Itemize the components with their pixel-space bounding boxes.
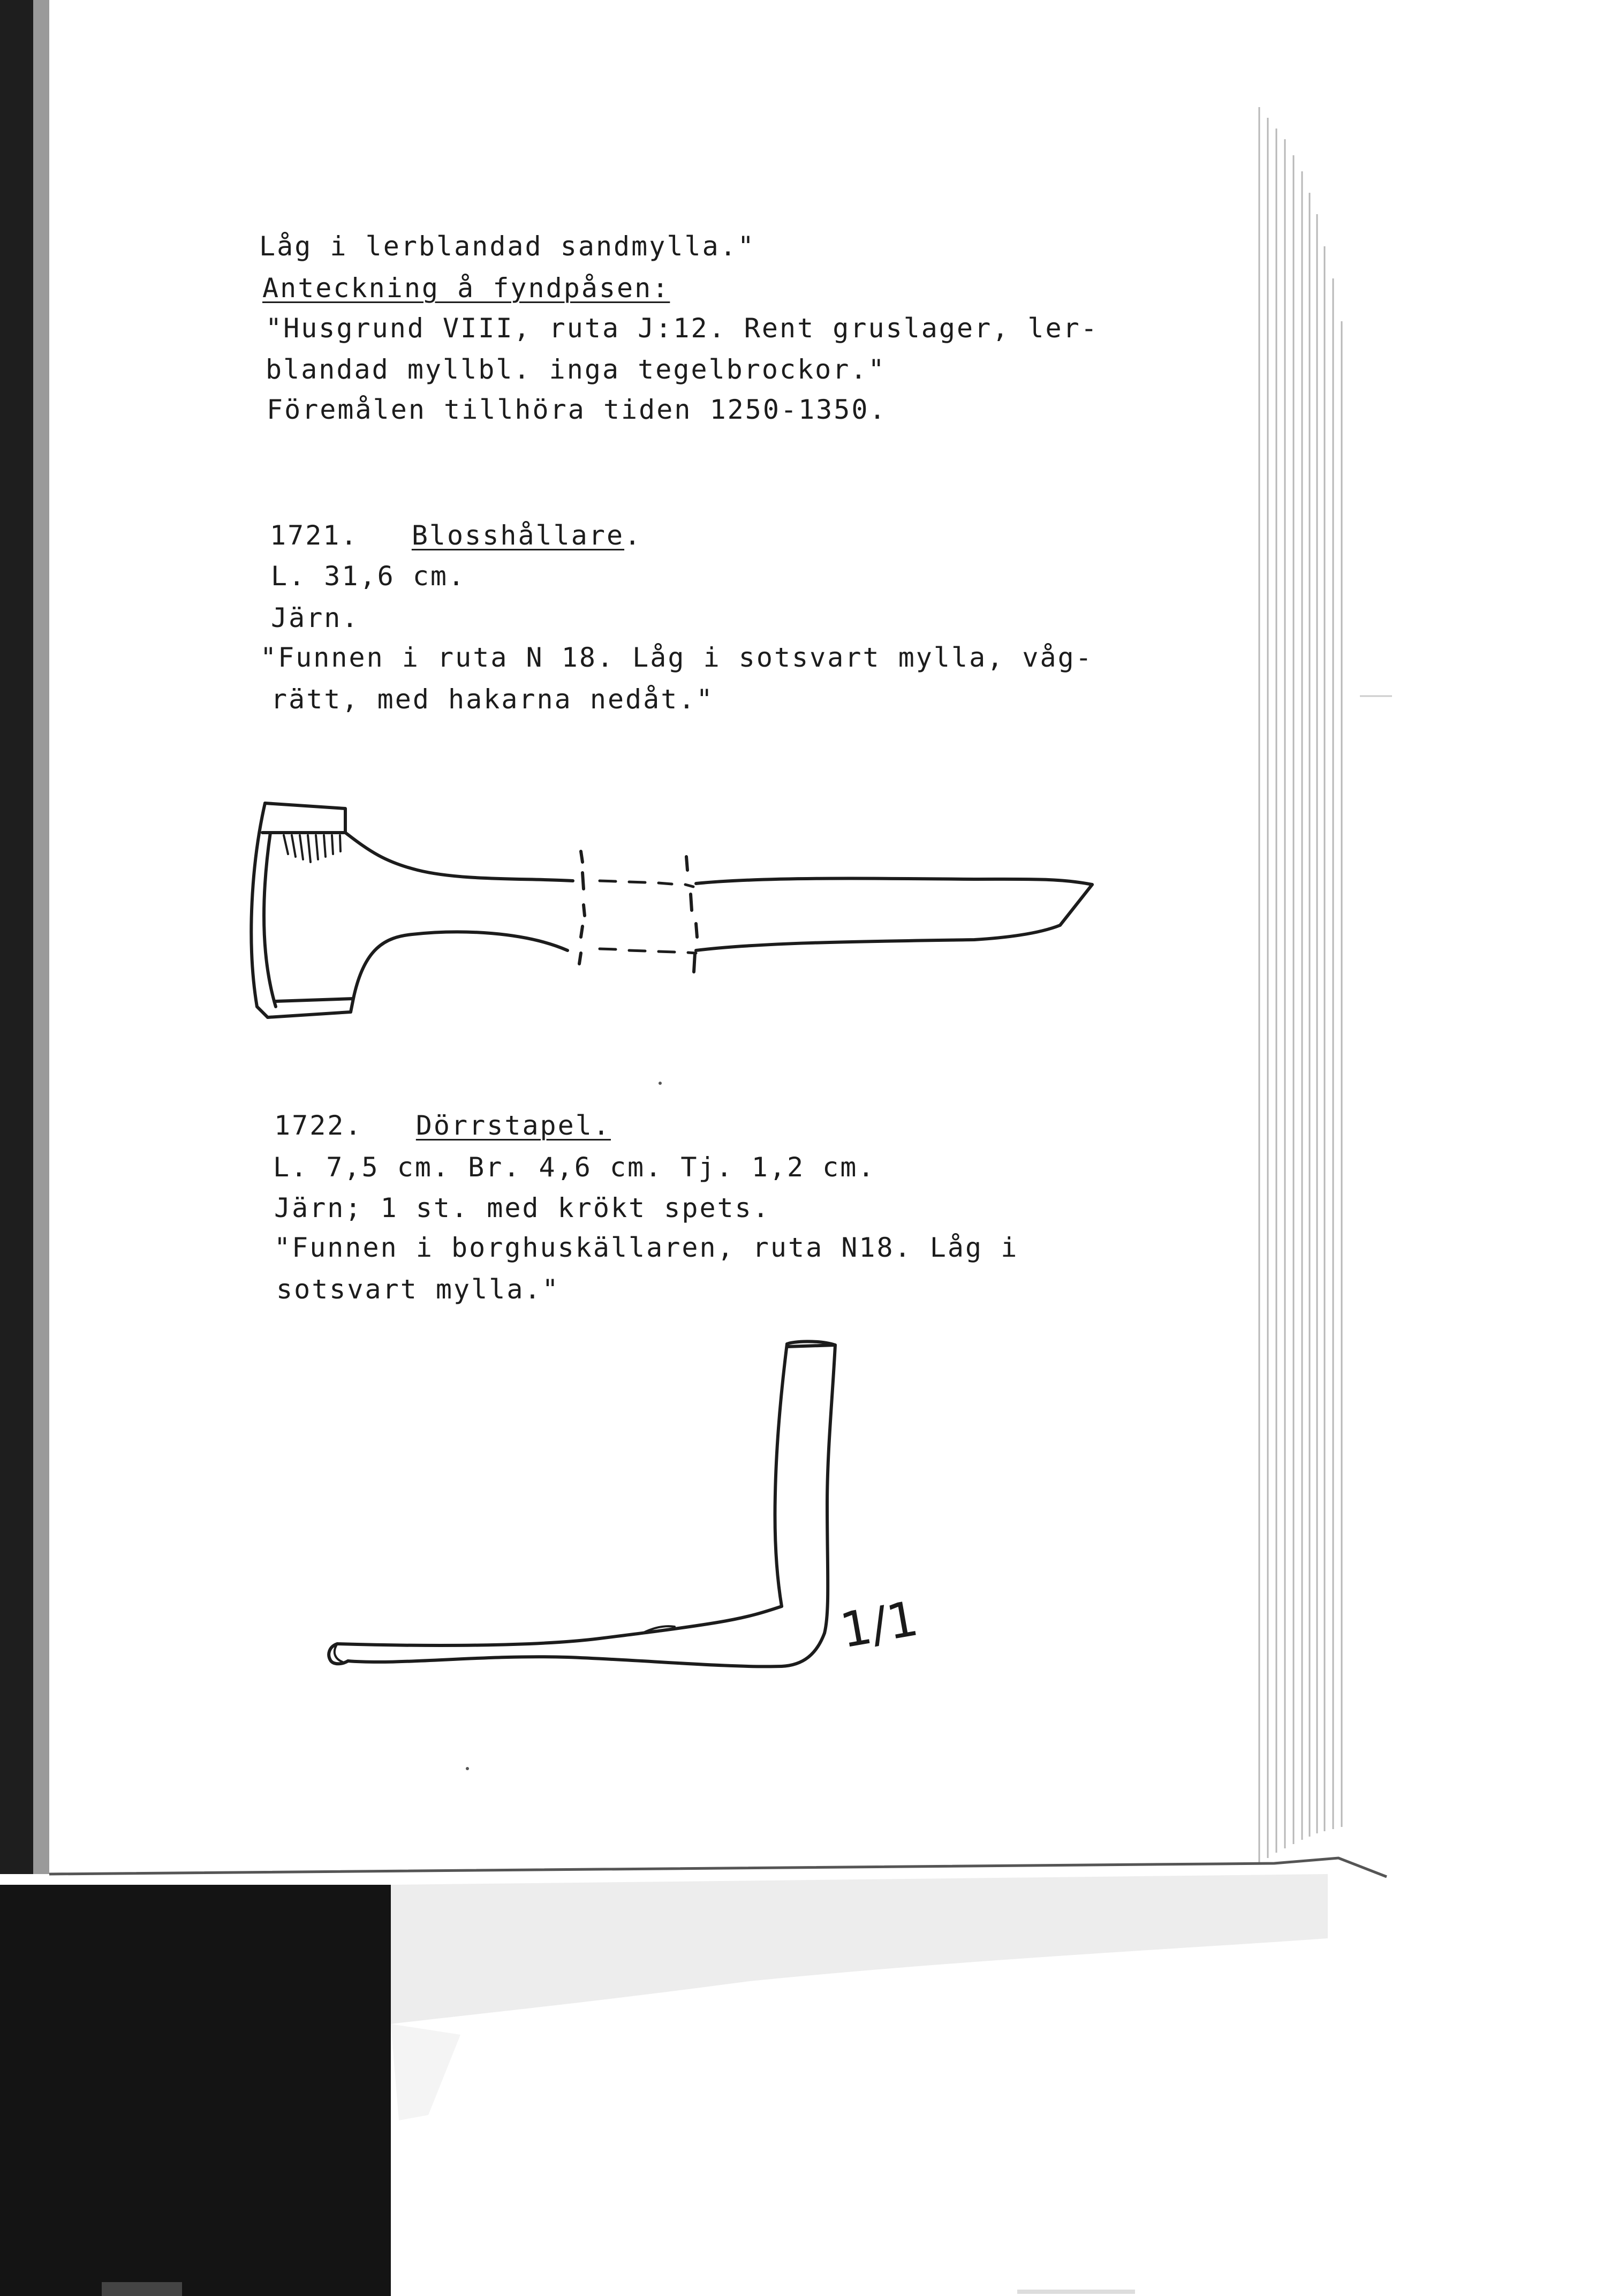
entry-1721-material: Järn. [271, 602, 360, 633]
entry-1721-title-suffix: . [624, 520, 642, 551]
entry-1722-material: Järn; 1 st. med krökt spets. [274, 1192, 770, 1223]
speck [466, 1767, 469, 1770]
intro-line-5: Föremålen tillhöra tiden 1250-1350. [267, 394, 887, 425]
entry-1721-quote-2: rätt, med hakarna nedåt." [271, 684, 714, 715]
intro-line-3: "Husgrund VIII, ruta J:12. Rent gruslager, ler- [266, 313, 1099, 344]
entry-1721-title: Blosshållare [411, 520, 625, 551]
door-staple-drawing [321, 1333, 857, 1697]
speck [659, 1082, 662, 1085]
entry-1721-quote-1: "Funnen i ruta N 18. Låg i sotsvart mylla, våg- [260, 642, 1093, 673]
entry-1722-quote-1: "Funnen i borghuskällaren, ruta N18. Låg i [274, 1232, 1019, 1263]
entry-1721-number: 1721. [270, 520, 359, 551]
note-heading: Anteckning å fyndpåsen: [262, 273, 670, 304]
entry-1722-number: 1722. [274, 1110, 363, 1141]
entry-1722-title: Dörrstapel. [415, 1110, 611, 1141]
entry-1721-length: L. 31,6 cm. [271, 561, 466, 592]
entry-1721-header [270, 519, 642, 552]
intro-line-4: blandad myllbl. inga tegelbrockor." [266, 354, 886, 385]
entry-1722-header [274, 1109, 611, 1142]
intro-line-1: Låg i lerblandad sandmylla." [259, 231, 755, 262]
entry-1722-quote-2: sotsvart mylla." [276, 1274, 560, 1305]
entry-1722-dimensions: L. 7,5 cm. Br. 4,6 cm. Tj. 1,2 cm. [273, 1152, 876, 1183]
torch-holder-drawing [225, 782, 1349, 1049]
scale-label: 1/1 [836, 1590, 922, 1659]
